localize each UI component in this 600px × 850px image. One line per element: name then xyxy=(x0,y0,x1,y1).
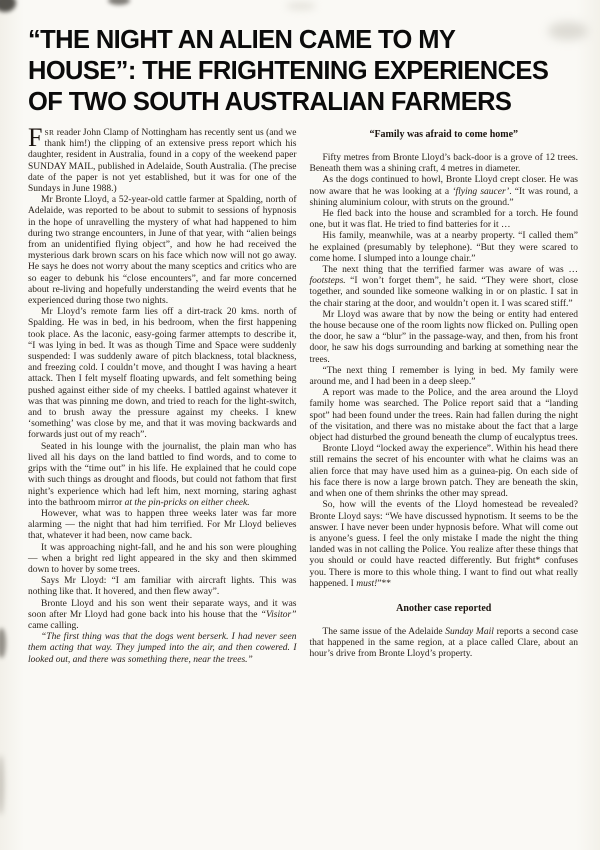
section-heading: “Family was afraid to come home” xyxy=(369,129,519,140)
paragraph: The next thing that the terrified farmer was aware of was … footsteps. “I won’t forget them”, he said. “They were short, close together, and sounded like someone walking in or on plastic. I sat in the chair staring at the door, and wouldn’t open it. I was scared stiff.” xyxy=(309,265,578,309)
paragraph: So, how will the events of the Lloyd homestead be revealed? Bronte Lloyd says: “We have discussed hypnotism. It seems to be the answer. I have never been under hypnosis before. What will come out is anyone’s guess. I feel the only mistake I made the night the thing landed was in not calling the Police. You realize after these things that you should or could have reacted differently. But fright* confuses you. There is more to this whole thing. I want to find out what really happened. I must!”** xyxy=(309,500,578,589)
scan-artifact xyxy=(286,2,316,10)
paragraph: A report was made to the Police, and the area around the Lloyd family home was searched. The Police report said that a “landing spot” had been found under the trees. Rain had fallen during the night of the visitation, and there was no mistake about the fact that a large object had disturbed the ground beneath the clump of eucalyptus trees. xyxy=(309,388,578,444)
paragraph: Fifty metres from Bronte Lloyd’s back-door is a grove of 12 trees. Beneath them was a shining craft, 4 metres in diameter. xyxy=(309,153,578,175)
title-line-1: “THE NIGHT AN ALIEN CAME TO MY xyxy=(28,26,456,54)
scan-artifact xyxy=(0,0,16,12)
paragraph: FSR reader John Clamp of Nottingham has recently sent us (and we thank him!) the clipping of an extensive press report which his daughter, resident in Australia, found in a copy of the weekend paper SUNDAY MAIL, published in Adelaide, South Australia. (The precise date of the paper is not yet established, but it was for one of the Sundays in June 1988.) xyxy=(28,123,297,195)
paragraph: “The next thing I remember is lying in bed. My family were around me, and I had been in a deep sleep.” xyxy=(309,365,578,388)
paragraph: His family, meanwhile, was at a nearby property. “I called them” he explained (presumably by telephone). “But they were scared to come home. I slumped into a lounge chair.” xyxy=(309,231,578,264)
paragraph: As the dogs continued to howl, Bronte Lloyd crept closer. He was now aware that he was looking at a ‘flying saucer’. “It was round, a shining aluminium colour, with struts on the ground.” xyxy=(309,175,578,208)
paragraph: Mr Lloyd’s remote farm lies off a dirt-track 20 kms. north of Spalding. He was in bed, in his bedroom, when the first happening took place. As the laconic, easy-going farmer attempts to describe it, “I was lying in bed. It was as though Time and Space were suddenly suspended: I was suddenly aware of pitch blackness, total blackness, and freezing cold. I couldn’t move, and thought I was having a heart attack. Then I felt myself floating upwards, and felt something being pushed against either side of my cheeks. I battled against whatever it was that was pinning me down, and tried to reach for the light-switch, and to brush away the pressure against my cheeks. I knew ‘something’ was close by me, and that it was moving backwards and forwards just out of my reach”. xyxy=(28,307,297,441)
paragraph: However, what was to happen three weeks later was far more alarming — the night that had him terrified. For Mr Lloyd believes that, whatever it had been, now came back. xyxy=(28,508,297,542)
section-heading: Another case reported xyxy=(396,602,492,614)
right-column xyxy=(310,127,579,666)
paragraph: It was approaching night-fall, and he and his son were ploughing — when a bright red light appeared in the sky and then skimmed down to hover by some trees. xyxy=(28,542,297,575)
paragraph: Bronte Lloyd and his son went their separate ways, and it was soon after Mr Lloyd had gone back into his house that the “Visitor” came calling. xyxy=(28,598,297,631)
page-title xyxy=(28,25,580,118)
paragraph: He fled back into the house and scrambled for a torch. He found one, but it was flat. He tried to find batteries for it … xyxy=(309,209,578,231)
left-column xyxy=(28,123,297,666)
article-body xyxy=(28,123,578,666)
scan-artifact xyxy=(108,0,130,5)
paragraph: Mr Lloyd was aware that by now the being or entity had entered the house because one of the room lights now flicked on. Pulling open the door, he saw a “blur” in the passage-way, and then, from his front door, he saw his dogs surrounding and barking at something near the trees. xyxy=(309,309,578,365)
paragraph: Seated in his lounge with the journalist, the plain man who has lived all his days on the land battled to find words, and to come to grips with the “time out” in his life. He explained that he could cope with such things as drought and floods, but could not fathom that first night’s experience which had left him, next morning, staring aghast into the bathroom mirror at the pin-pricks on either cheek. xyxy=(28,441,297,508)
paragraph: Says Mr Lloyd: “I am familiar with aircraft lights. This was nothing like that. It hovered, and then flew away”. xyxy=(28,576,297,598)
title-line-3: OF TWO SOUTH AUSTRALIAN FARMERS xyxy=(28,88,512,116)
paragraph: The same issue of the Adelaide Sunday Mail reports a second case that happened in the same region, at a place called Clare, about an hour’s drive from Bronte Lloyd’s property. xyxy=(309,626,578,660)
drop-cap: F xyxy=(28,123,43,152)
paragraph: Mr Bronte Lloyd, a 52-year-old cattle farmer at Spalding, north of Adelaide, was reported to be about to submit to sessions of hypnosis in the hope of unravelling the mystery of what had happened to him during two strange encounters, in June of that year, with “alien beings from an unidentified flying object”, and how he had received the mysterious dark brown scars on his face which now will not go away. He says he does not worry about the many sceptics and critics who are so eager to debunk his “close encounters”, and far more concerned about re-living and hopefully understanding the weird events that he experienced during those two nights. xyxy=(28,195,297,307)
title-line-2: HOUSE”: THE FRIGHTENING EXPERIENCES xyxy=(28,57,549,85)
paragraph: Bronte Lloyd “locked away the experience”. Within his head there still remains the secret of his encounter with what he claims was an alien force that may have used him as a guinea-pig. On each side of his face there is now a large brown patch. They are beneath the skin, and when one of them shrinks the other may spread. xyxy=(309,444,578,500)
scan-artifact xyxy=(0,755,4,815)
paragraph: “The first thing was that the dogs went berserk. I had never seen them acting that way. They jumped into the air, and then cowered. I looked out, and there was something there, near the trees.” xyxy=(28,632,297,665)
scan-artifact xyxy=(0,628,6,658)
